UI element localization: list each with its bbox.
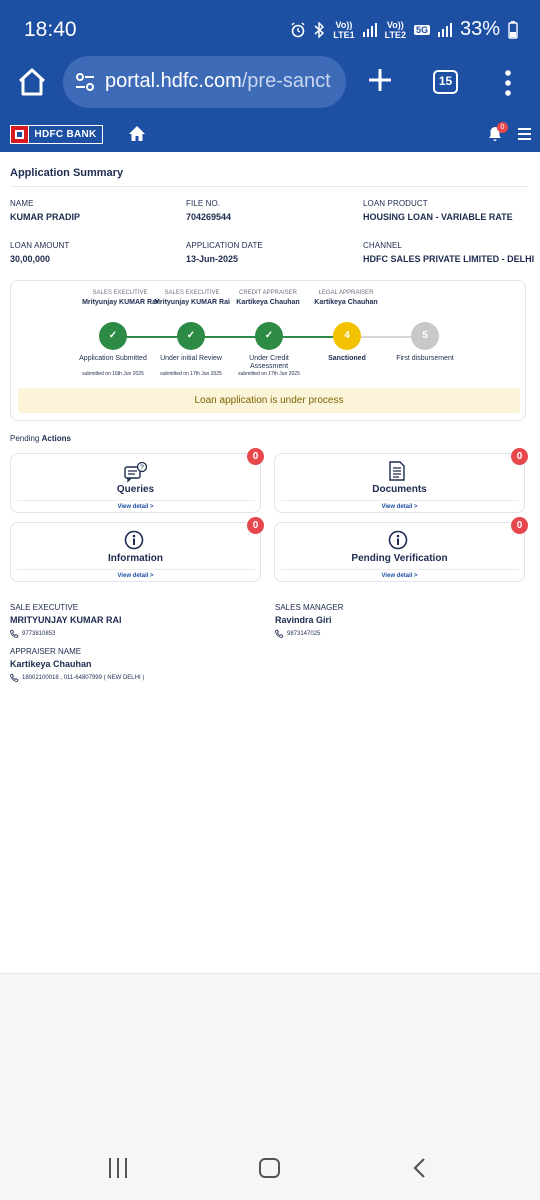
divider xyxy=(17,500,255,501)
contact-appraiser xyxy=(10,647,144,682)
field-label: LOAN PRODUCT xyxy=(363,199,428,208)
field-value: 704269544 xyxy=(186,212,232,222)
home-icon[interactable] xyxy=(14,64,50,100)
svg-text:?: ? xyxy=(140,464,144,472)
phone-icon xyxy=(275,629,284,638)
queries-count-badge: 0 xyxy=(247,448,264,465)
field-label: LOAN AMOUNT xyxy=(10,241,70,250)
contact-sales-manager xyxy=(275,603,343,638)
owner-name: Mrityunjay KUMAR Rai xyxy=(154,299,230,306)
contact-phone: 18002100018 , 011-64807999 ( NEW DELHI ) xyxy=(22,674,145,681)
home-icon[interactable] xyxy=(128,125,146,143)
owner-role: SALES EXECUTIVE xyxy=(92,290,148,296)
field-channel xyxy=(363,241,533,264)
alarm-icon xyxy=(290,22,306,38)
site-header xyxy=(0,117,540,152)
info-icon xyxy=(124,530,144,550)
view-detail-link[interactable]: View detail > xyxy=(117,573,154,579)
field-label: APPLICATION DATE xyxy=(186,241,263,250)
field-loan-amount xyxy=(10,241,180,264)
bluetooth-icon xyxy=(314,22,325,38)
more-options-icon[interactable] xyxy=(500,68,516,98)
contact-phone: 9773810853 xyxy=(22,630,56,637)
battery-icon xyxy=(508,21,518,39)
stage-owner xyxy=(291,290,401,306)
owner-role: CREDIT APPRAISER xyxy=(239,290,297,296)
card-title: Documents xyxy=(372,484,427,495)
status-time: 18:40 xyxy=(24,18,77,41)
divider xyxy=(281,569,519,570)
step-label: Under Credit Assessment xyxy=(249,355,289,370)
step-label: Under initial Review xyxy=(160,355,222,362)
application-summary-panel xyxy=(0,152,540,974)
contact-label: SALE EXECUTIVE xyxy=(10,603,79,612)
status-banner: Loan application is under process xyxy=(18,388,520,413)
divider xyxy=(281,500,519,501)
url-path: /pre-sanct xyxy=(241,70,331,92)
address-bar[interactable] xyxy=(63,56,346,108)
pending-actions-title xyxy=(10,434,71,443)
phone-icon xyxy=(10,629,19,638)
nav-home-icon[interactable] xyxy=(259,1158,280,1178)
pending-title-prefix: Pending xyxy=(10,434,40,443)
pending-title-bold: Actions xyxy=(41,434,71,443)
card-title: Pending Verification xyxy=(351,553,448,564)
step-marker-1: ✓ xyxy=(99,322,127,350)
status-icons xyxy=(290,18,518,41)
signal-icon xyxy=(363,23,377,37)
recent-apps-icon[interactable] xyxy=(109,1158,127,1178)
url-host: portal.hdfc.com xyxy=(105,70,242,92)
divider xyxy=(17,569,255,570)
contact-name: Kartikeya Chauhan xyxy=(10,659,92,669)
sim2-label: Vo)) LTE2 xyxy=(384,19,406,40)
step-marker-4: 4 xyxy=(333,322,361,350)
step-marker-3: ✓ xyxy=(255,322,283,350)
signal-icon xyxy=(438,23,452,37)
url-text xyxy=(105,70,331,93)
field-value: HOUSING LOAN - VARIABLE RATE xyxy=(363,212,513,222)
step-date: submitted on 17th Jun 2025 xyxy=(160,371,222,377)
url-bar-row xyxy=(0,54,540,110)
card-title: Information xyxy=(108,553,163,564)
owner-role: LEGAL APPRAISER xyxy=(318,290,374,296)
hdfc-logo-mark xyxy=(11,126,28,143)
contact-phone-row[interactable] xyxy=(10,673,144,682)
sim1-label: Vo)) LTE1 xyxy=(333,19,355,40)
view-detail-link[interactable]: View detail > xyxy=(381,504,418,510)
new-tab-icon[interactable] xyxy=(364,64,396,96)
field-value: HDFC SALES PRIVATE LIMITED - DELHI xyxy=(363,254,535,264)
document-icon xyxy=(388,461,406,481)
contact-name: Ravindra Giri xyxy=(275,615,332,625)
brand-name: HDFC BANK xyxy=(29,126,102,143)
status-bar xyxy=(0,0,540,60)
browser-chrome xyxy=(0,0,540,117)
step-label: First disbursement xyxy=(396,355,454,362)
network-type: 5G xyxy=(415,24,428,35)
owner-name: Mrityunjay KUMAR Rai xyxy=(82,299,158,306)
field-loan-product xyxy=(363,199,533,222)
chat-question-icon xyxy=(124,461,148,483)
information-count-badge: 0 xyxy=(247,517,264,534)
card-title: Queries xyxy=(116,484,155,495)
step-label: Sanctioned xyxy=(328,355,366,362)
field-label: NAME xyxy=(10,199,34,208)
tab-switcher-button[interactable]: 15 xyxy=(433,70,458,94)
site-settings-icon[interactable] xyxy=(73,70,97,94)
contact-label: APPRAISER NAME xyxy=(10,647,82,656)
owner-name: Kartikeya Chauhan xyxy=(236,299,300,306)
field-label: CHANNEL xyxy=(363,241,402,250)
step-date: submitted on 17th Jun 2025 xyxy=(238,371,300,377)
owner-role: SALES EXECUTIVE xyxy=(164,290,220,296)
section-title: Application Summary xyxy=(10,167,124,179)
divider xyxy=(10,186,528,187)
info-icon xyxy=(388,530,408,550)
step-date: submitted on 16th Jun 2025 xyxy=(82,371,144,377)
field-value: 13-Jun-2025 xyxy=(186,254,239,264)
documents-count-badge: 0 xyxy=(511,448,528,465)
phone-icon xyxy=(10,673,19,682)
pending-verification-count-badge: 0 xyxy=(511,517,528,534)
step-marker-5: 5 xyxy=(411,322,439,350)
queries-card[interactable] xyxy=(10,453,261,513)
field-value: 30,00,000 xyxy=(10,254,51,264)
owner-name: Kartikeya Chauhan xyxy=(314,299,378,306)
pending-verification-card[interactable] xyxy=(274,522,525,582)
field-name xyxy=(10,199,180,222)
contact-name: MRITYUNJAY KUMAR RAI xyxy=(10,615,122,625)
application-tracker xyxy=(10,280,526,421)
step-marker-2: ✓ xyxy=(177,322,205,350)
field-file-no xyxy=(186,199,356,222)
contact-label: SALES MANAGER xyxy=(275,603,344,612)
contact-phone: 9873147025 xyxy=(287,630,321,637)
contact-phone-row[interactable] xyxy=(275,629,343,638)
field-label: FILE NO. xyxy=(186,199,221,208)
battery-percent: 33% xyxy=(459,18,500,40)
system-nav-bar xyxy=(0,1130,540,1200)
information-card[interactable] xyxy=(10,522,261,582)
contact-sale-executive xyxy=(10,603,122,638)
field-value: KUMAR PRADIP xyxy=(10,212,81,222)
hamburger-menu-icon[interactable] xyxy=(518,128,531,140)
view-detail-link[interactable]: View detail > xyxy=(381,573,418,579)
contact-phone-row[interactable] xyxy=(10,629,122,638)
step-label: Application Submitted xyxy=(79,355,147,362)
progress-line-complete xyxy=(113,336,347,338)
notification-count: 0 xyxy=(497,122,508,133)
notification-bell[interactable] xyxy=(488,124,505,147)
hdfc-logo[interactable] xyxy=(10,125,103,144)
view-detail-link[interactable]: View detail > xyxy=(117,504,154,510)
field-application-date xyxy=(186,241,356,264)
back-icon[interactable] xyxy=(412,1157,426,1179)
documents-card[interactable] xyxy=(274,453,525,513)
